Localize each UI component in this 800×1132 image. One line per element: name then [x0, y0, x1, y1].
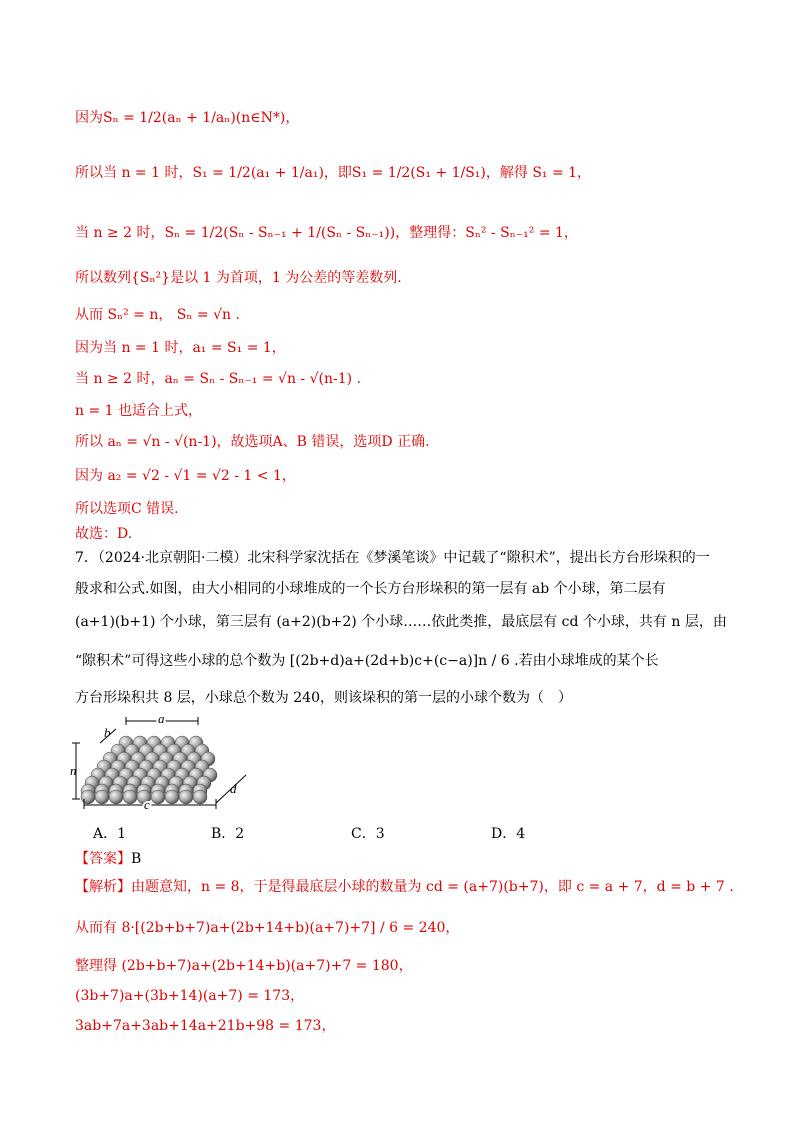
- problem-line-2: [75, 579, 666, 599]
- ball-stack-figure: [70, 713, 250, 813]
- answer-value: B: [131, 851, 142, 867]
- solution-text: 所以数列{Sₙ²}是以 1 为首项，1 为公差的等差数列.: [75, 270, 402, 286]
- problem-line-1: [75, 548, 710, 568]
- ball: [179, 790, 193, 804]
- solution-line-2: [75, 163, 591, 183]
- ball: [193, 790, 207, 804]
- analysis-line-5: [75, 1016, 335, 1036]
- option-c[interactable]: C．3: [351, 826, 385, 842]
- analysis-text: 从而有 8·[(2b+b+7)a+(2b+14+b)(a+7)+7] / 6 = 240，: [75, 920, 460, 936]
- analysis-text: 整理得 (2b+b+7)a+(2b+14+b)(a+7)+7 = 180，: [75, 958, 413, 974]
- ball-rows: [81, 736, 217, 804]
- label-d: d: [230, 781, 237, 796]
- problem-text: 方台形垛积共 8 层，小球总个数为 240，则该垛积的第一层的小球个数为（ ）: [75, 690, 572, 706]
- analysis-line-3: [75, 956, 413, 976]
- label-b: b: [104, 725, 111, 740]
- ball: [151, 790, 165, 804]
- ball: [81, 790, 95, 804]
- solution-text: 从而 Sₙ² = n， Sₙ = √n .: [75, 307, 240, 323]
- solution-text: n = 1 也适合上式，: [75, 403, 203, 419]
- analysis-text: (3b+7)a+(3b+14)(a+7) = 173，: [75, 988, 305, 1004]
- solution-text: 当 n ≥ 2 时，Sₙ = 1/2(Sₙ - Sₙ₋₁ + 1/(Sₙ - Sₙ₋₁))，整理得：Sₙ² - Sₙ₋₁² = 1，: [75, 225, 578, 241]
- solution-line-12: [75, 524, 132, 544]
- problem-line-3: [75, 612, 727, 632]
- solution-line-9: [75, 432, 430, 452]
- solution-line-11: [75, 499, 179, 519]
- solution-line-8: [75, 401, 202, 421]
- analysis-line-2: [75, 918, 459, 938]
- problem-line-4: [75, 651, 659, 671]
- label-n: n: [70, 763, 77, 778]
- solution-text: 因为 a₂ = √2 - √1 = √2 - 1 < 1，: [75, 468, 296, 484]
- solution-line-7: [75, 369, 361, 389]
- analysis-line-4: [75, 986, 304, 1006]
- option-d[interactable]: D．4: [491, 826, 526, 842]
- ball: [123, 790, 137, 804]
- label-c: c: [144, 797, 150, 812]
- solution-text: 当 n ≥ 2 时，aₙ = Sₙ - Sₙ₋₁ = √n - √(n-1) .: [75, 371, 362, 387]
- problem-line-5: [75, 688, 572, 708]
- solution-text: 因为当 n = 1 时，a₁ = S₁ = 1，: [75, 340, 286, 356]
- solution-line-4: [75, 268, 402, 288]
- option-a[interactable]: A．1: [93, 826, 127, 842]
- option-b[interactable]: B．2: [211, 826, 245, 842]
- answer-line: [75, 849, 141, 869]
- analysis-line-1: [75, 877, 734, 897]
- solution-line-3: [75, 223, 578, 243]
- problem-text: 般求和公式.如图，由大小相同的小球堆成的一个长方台形垛积的第一层有 ab 个小球，第二层有: [75, 581, 666, 597]
- solution-line-5: [75, 305, 240, 325]
- ball: [109, 790, 123, 804]
- solution-text: 所以选项C 错误.: [75, 501, 179, 517]
- solution-line-10: [75, 466, 296, 486]
- problem-text: 7．（2024·北京朝阳·二模）北宋科学家沈括在《梦溪笔谈》中记载了“隙积术”，提出长方台形垛积的一: [75, 550, 710, 566]
- solution-line-1: [75, 108, 299, 128]
- solution-text: 所以当 n = 1 时，S₁ = 1/2(a₁ + 1/a₁)，即S₁ = 1/2(S₁ + 1/S₁)，解得 S₁ = 1，: [75, 165, 592, 181]
- solution-text: 所以 aₙ = √n - √(n-1)，故选项A、B 错误，选项D 正确.: [75, 434, 430, 450]
- analysis-text: 3ab+7a+3ab+14a+21b+98 = 173，: [75, 1018, 336, 1034]
- ball: [165, 790, 179, 804]
- problem-text: “隙积术”可得这些小球的总个数为 [(2b+d)a+(2d+b)c+(c−a)]n / 6 .若由小球堆成的某个长: [75, 653, 659, 669]
- problem-text: (a+1)(b+1) 个小球，第三层有 (a+2)(b+2) 个小球……依此类推，最底层有 cd 个小球，共有 n 层，由: [75, 614, 727, 630]
- answer-tag: 【答案】: [75, 851, 131, 867]
- label-a: a: [158, 713, 165, 726]
- solution-text: 因为Sₙ = 1/2(aₙ + 1/aₙ)(n∈N*)，: [75, 110, 300, 126]
- solution-text: 故选：D.: [75, 526, 133, 542]
- ball: [95, 790, 109, 804]
- solution-line-6: [75, 338, 286, 358]
- analysis-text: 【解析】由题意知，n = 8，于是得最底层小球的数量为 cd = (a+7)(b+7)，即 c = a + 7，d = b + 7 .: [75, 879, 734, 895]
